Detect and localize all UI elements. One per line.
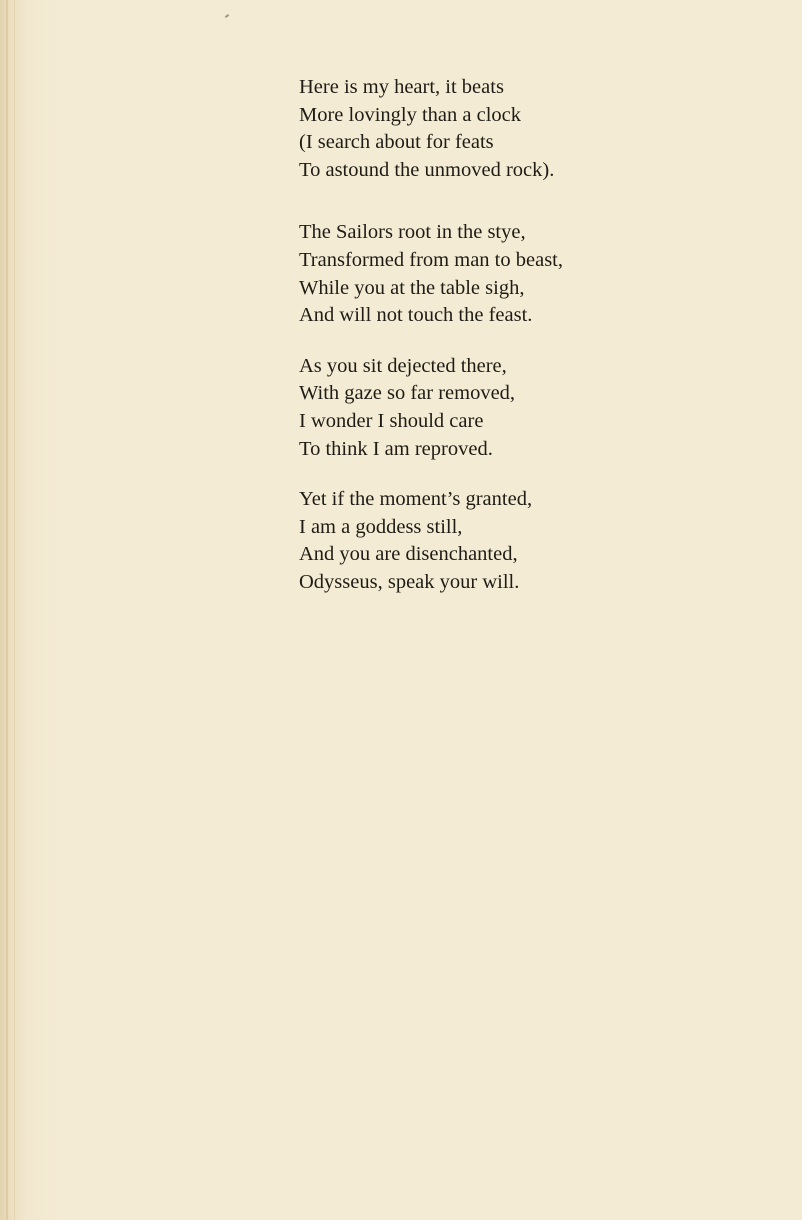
page-gutter-line (14, 0, 15, 1220)
poem-line: Odysseus, speak your will. (299, 570, 520, 593)
poem-line: While you at the table sigh, (299, 276, 525, 299)
poem-line: With gaze so far removed, (299, 382, 516, 405)
page-gutter-shadow (6, 0, 8, 1220)
stanza-3 (299, 353, 739, 463)
poem-line: Here is my heart, it beats (299, 76, 504, 98)
poem-line: And will not touch the feast. (299, 304, 533, 327)
poem-line: More lovingly than a clock (299, 103, 522, 126)
poem-line: Transformed from man to beast, (299, 248, 563, 271)
stanza-1 (299, 74, 739, 184)
stanza-2 (299, 219, 739, 329)
poem-line: As you sit dejected there, (299, 354, 507, 377)
poem-line: Yet if the moment’s granted, (299, 488, 533, 511)
poem-line: To think I am reproved. (299, 437, 493, 460)
ink-speck (225, 14, 229, 18)
poem-line: The Sailors root in the stye, (299, 221, 526, 244)
poem-line: I wonder I should care (299, 409, 484, 432)
poem-line: And you are disenchanted, (299, 543, 518, 566)
stanza-4 (299, 486, 739, 596)
poem-line: To astound the unmoved rock). (299, 158, 555, 181)
poem-line: (I search about for feats (299, 131, 494, 154)
poem-line: I am a goddess still, (299, 515, 463, 538)
poem-text (299, 74, 739, 597)
